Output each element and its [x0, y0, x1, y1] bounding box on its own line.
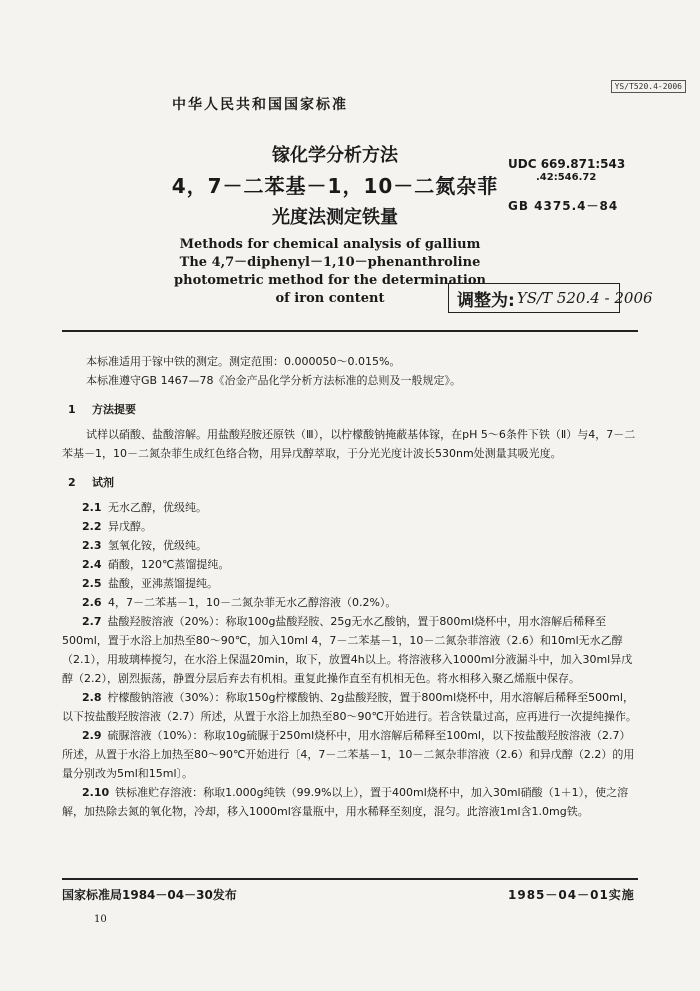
udc-line2: .42:546.72: [536, 172, 597, 183]
reagent-paragraph: [62, 688, 638, 726]
reagent-text: 无水乙醇，优级纯。: [108, 501, 207, 514]
reagent-number: 2.2: [82, 520, 102, 533]
reagent-number: 2.3: [82, 539, 102, 552]
reagent-number: 2.7: [82, 615, 102, 628]
reagent-paragraph: [62, 726, 638, 783]
reagent-text: 4，7－二苯基－1，10－二氮杂菲无水乙醇溶液（0.2%）。: [108, 596, 397, 609]
reagent-text: 氢氧化铵，优级纯。: [108, 539, 207, 552]
reagent-text: 盐酸羟胺溶液（20%）：称取100g盐酸羟胺、25g无水乙酸钠，置于800ml烧杯中，用水溶解后稀释至500ml，置于水浴上加热至80～90℃，加入10ml 4，7－二苯基－1，10－二氮杂菲溶液（2.6）和10ml无水乙醇（2.1），用玻璃棒搅匀，在水浴上保温20min，取下，放置4h以上。将溶液移入1000ml分液漏斗中，加入30ml异戊醇（2.2），剧烈振荡，静置分层后弃去有机相。重复此操作直至有机相无色。将水相移入聚乙烯瓶中保存。: [62, 615, 633, 685]
section-2-title: 试剂: [92, 476, 114, 489]
reagent-text: 铁标准贮存溶液：称取1.000g纯铁（99.9%以上），置于400ml烧杯中，加入30ml硝酸（1＋1），使之溶解，加热除去氮的氧化物，冷却，移入1000ml容量瓶中，用水稀释至刻度，混匀。此溶液1ml含1.0mg铁。: [62, 786, 629, 818]
reagent-item: [62, 498, 638, 517]
gb-number: GB 4375.4－84: [508, 199, 619, 213]
reagent-text: 硝酸，120℃蒸馏提纯。: [108, 558, 230, 571]
reagent-item: [62, 536, 638, 555]
reagent-item: [62, 574, 638, 593]
page-number: 10: [94, 914, 107, 925]
reagent-item: [62, 555, 638, 574]
reagent-number: 2.10: [82, 786, 110, 799]
issue-date: 国家标准局1984－04－30发布: [62, 888, 237, 902]
section-1-text: 试样以硝酸、盐酸溶解。用盐酸羟胺还原铁（Ⅲ），以柠檬酸钠掩蔽基体镓，在pH 5～6条件下铁（Ⅱ）与4，7－二苯基－1，10－二氮杂菲生成红色络合物，用异戊醇萃取，于分光光度计波长530nm处测量其吸光度。: [62, 428, 636, 460]
footer-divider: [62, 878, 638, 880]
chinese-title-line3: 光度法测定铁量: [272, 207, 398, 228]
english-title-line3: photometric method for the determination: [174, 273, 486, 288]
reagent-item: [62, 593, 638, 612]
section-1-heading: [62, 400, 638, 419]
reagent-text: 柠檬酸钠溶液（30%）：称取150g柠檬酸钠、2g盐酸羟胺，置于800ml烧杯中，用水溶解后稀释至500ml，以下按盐酸羟胺溶液（2.7）所述，从置于水浴上加热至80～90℃开始进行。若含铁量过高，应再进行一次提纯操作。: [62, 691, 637, 723]
reagent-text: 异戊醇。: [108, 520, 152, 533]
reagent-item: [62, 517, 638, 536]
english-title-line1: Methods for chemical analysis of gallium: [179, 237, 481, 252]
chinese-title-line2: 4，7－二苯基－1，10－二氮杂菲: [171, 174, 499, 198]
reagent-number: 2.9: [82, 729, 102, 742]
chinese-title: [170, 140, 500, 233]
reagent-number: 2.5: [82, 577, 102, 590]
chinese-title-line1: 镓化学分析方法: [272, 145, 398, 166]
udc-code: [508, 158, 625, 184]
reagent-number: 2.6: [82, 596, 102, 609]
reagent-text: 硫脲溶液（10%）：称取10g硫脲于250ml烧杯中，用水溶解后稀释至100ml，以下按盐酸羟胺溶液（2.7）所述，从置于水浴上加热至80～90℃开始进行〔4，7－二苯基－1，10－二氮杂菲溶液（2.6）和异戊醇（2.2）的用量分别改为5ml和15ml〕。: [62, 729, 635, 780]
english-title-line2: The 4,7－diphenyl－1,10－phenanthroline: [179, 255, 481, 270]
reagent-number: 2.8: [82, 691, 102, 704]
english-title-line4: of iron content: [275, 291, 385, 306]
replacement-note-value: YS/T 520.4 - 2006: [516, 289, 653, 307]
section-1-number: 1: [68, 403, 76, 416]
intro-paragraph-2: 本标准遵守GB 1467—78《冶金产品化学分析方法标准的总则及一般规定》。: [86, 374, 462, 387]
reagent-text: 盐酸，亚沸蒸馏提纯。: [108, 577, 218, 590]
section-2-number: 2: [68, 476, 76, 489]
reagent-paragraph: [62, 612, 638, 688]
udc-line1: UDC 669.871:543: [508, 157, 626, 171]
reagent-number: 2.4: [82, 558, 102, 571]
replacement-note-label: 调整为:: [457, 290, 515, 311]
intro-paragraph-1: 本标准适用于镓中铁的测定。测定范围：0.000050～0.015%。: [86, 355, 401, 368]
document-body: [62, 352, 638, 821]
reagent-number: 2.1: [82, 501, 102, 514]
header-divider: [62, 330, 638, 332]
replacement-note-box: [448, 283, 653, 313]
effective-date: 1985－04－01实施: [508, 888, 635, 902]
section-1-title: 方法提要: [92, 403, 136, 416]
section-2-heading: [62, 473, 638, 492]
reagent-paragraph: [62, 783, 638, 821]
standard-header: 中华人民共和国国家标准: [172, 97, 348, 113]
library-stamp: YS/T520.4-2006: [611, 80, 686, 93]
